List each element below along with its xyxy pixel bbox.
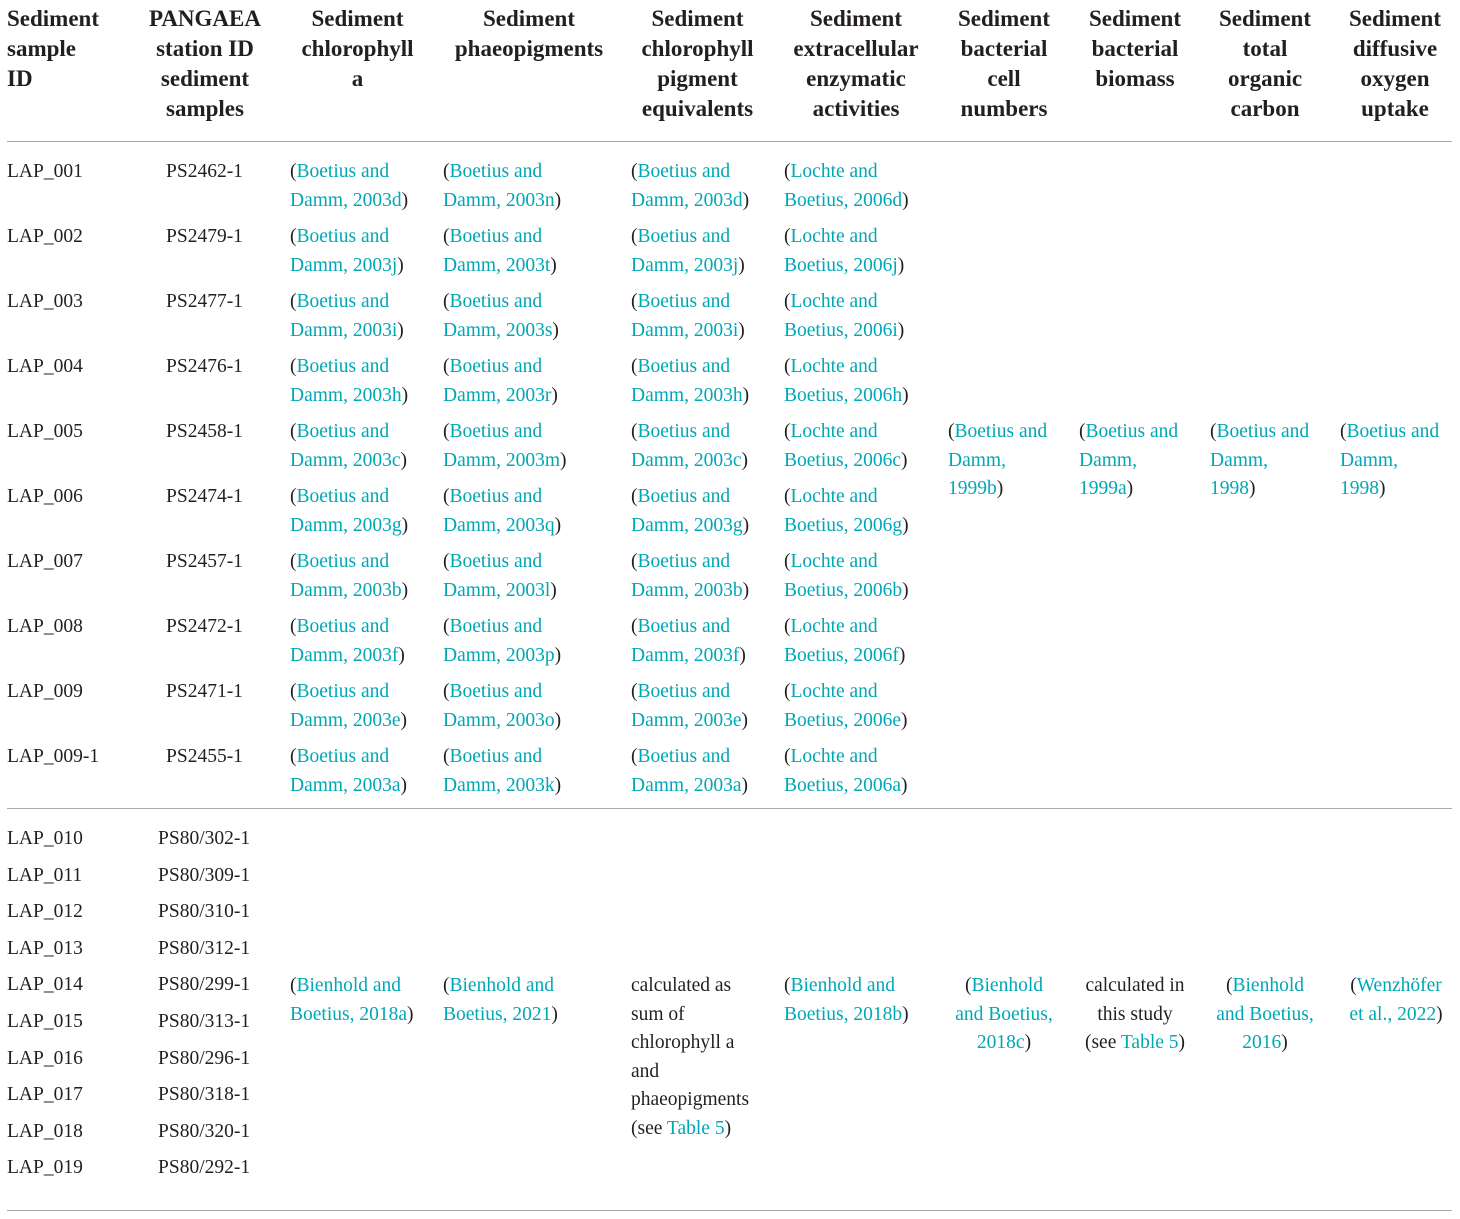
g2-cell-numbers: (Bienhold and Boetius, 2018c)	[955, 975, 1053, 1053]
sample-id: LAP_016	[7, 1047, 83, 1069]
citation-cell: (Boetius and Damm, 2003q)	[443, 486, 562, 536]
citation-link[interactable]: Damm, 2003r	[443, 384, 552, 406]
citation-cell: (Lochte and Boetius, 2006i)	[784, 291, 905, 341]
citation-link[interactable]: Boetius and	[296, 681, 390, 702]
sample-id: LAP_014	[7, 974, 83, 996]
citation-link[interactable]: 2018c	[976, 1032, 1025, 1053]
header-cell-numbers: Sediment bacterial cell numbers	[958, 6, 1050, 121]
station-id: PS2455-1	[166, 746, 243, 767]
citation-cell: (Boetius and Damm, 2003s)	[443, 291, 559, 341]
citation-cell: (Boetius and Damm, 2003j)	[631, 226, 745, 276]
citation-cell: (Lochte and Boetius, 2006a)	[784, 746, 908, 796]
station-id: PS80/296-1	[158, 1047, 251, 1069]
citation-link[interactable]: Damm, 2003h	[631, 384, 743, 406]
g1-cell-numbers: (Boetius and Damm, 1999b)	[948, 421, 1048, 499]
station-id: PS80/310-1	[158, 901, 251, 923]
citation-cell: (Boetius and Damm, 2003c)	[631, 421, 748, 471]
citation-link[interactable]: Boetius and	[449, 291, 543, 312]
sample-id: LAP_006	[7, 486, 83, 507]
citation-link[interactable]: Damm, 2003k	[443, 774, 555, 796]
citation-link[interactable]: 1999b	[948, 478, 997, 499]
citation-link[interactable]: Boetius, 2006i	[784, 319, 898, 341]
station-id: PS80/292-1	[158, 1157, 251, 1179]
citation-link[interactable]: Boetius and	[954, 421, 1048, 442]
citation-cell: (Boetius and Damm, 2003g)	[290, 486, 409, 536]
g2-cpe: calculated as sum of chlorophyll a and phaeopigments (see Table 5)	[631, 975, 750, 1139]
citation-link[interactable]: Boetius and	[296, 356, 390, 377]
station-id: PS2477-1	[166, 291, 243, 312]
citation-link[interactable]: Boetius, 2006h	[784, 384, 903, 406]
station-id: PS2472-1	[166, 616, 243, 637]
sample-id: LAP_004	[7, 356, 83, 377]
citation-link[interactable]: Boetius and	[296, 551, 390, 572]
citation-link[interactable]: Boetius and	[296, 486, 390, 507]
citation-link[interactable]: Lochte and	[790, 746, 878, 767]
citation-cell: (Boetius and Damm, 2003f)	[631, 616, 746, 666]
sample-id: LAP_018	[7, 1120, 83, 1142]
sample-id: LAP_001	[7, 161, 83, 182]
citation-link[interactable]: Lochte and	[790, 421, 878, 442]
station-id: PS80/320-1	[158, 1120, 251, 1142]
citation-cell: (Boetius and Damm, 2003o)	[443, 681, 562, 731]
table-link[interactable]: Table 5	[666, 1117, 725, 1139]
citation-cell: (Lochte and Boetius, 2006c)	[784, 421, 908, 471]
citation-cell: (Boetius and Damm, 2003d)	[631, 161, 750, 211]
citation-link[interactable]: Boetius, 2006f	[784, 644, 899, 666]
citation-cell: (Lochte and Boetius, 2006e)	[784, 681, 908, 731]
citation-cell: (Boetius and Damm, 2003h)	[290, 356, 409, 406]
bottom-rule	[7, 1210, 1452, 1211]
citation-cell: (Boetius and Damm, 2003g)	[631, 486, 750, 536]
citation-cell: (Lochte and Boetius, 2006b)	[784, 551, 909, 601]
sample-id: LAP_008	[7, 616, 83, 637]
citation-link[interactable]: Boetius and	[637, 291, 731, 312]
citation-link[interactable]: Lochte and	[790, 551, 878, 572]
sample-id: LAP_002	[7, 226, 83, 247]
citation-link[interactable]: Lochte and	[790, 356, 878, 377]
station-id: PS2462-1	[166, 161, 243, 182]
citation-link[interactable]: Boetius, 2006d	[784, 189, 903, 211]
citation-link[interactable]: Damm, 2003n	[443, 189, 555, 211]
citation-cell: (Boetius and Damm, 2003i)	[631, 291, 745, 341]
header-sample-id: Sediment sample ID	[7, 6, 99, 91]
station-id: PS80/302-1	[158, 828, 251, 849]
station-id: PS80/313-1	[158, 1011, 251, 1032]
station-id: PS80/312-1	[158, 937, 251, 959]
citation-link[interactable]: Bienhold	[971, 975, 1043, 996]
citation-cell: (Boetius and Damm, 2003m)	[443, 421, 567, 471]
citation-link[interactable]: Boetius and	[449, 356, 543, 377]
citation-link[interactable]: Damm, 2003f	[631, 644, 740, 666]
station-id: PS2476-1	[166, 356, 243, 377]
header-eea: Sediment extracellular enzymatic activities	[793, 6, 919, 121]
citation-link[interactable]: 1998	[1340, 478, 1379, 499]
citation-link[interactable]: Boetius and	[296, 746, 390, 767]
sample-id: LAP_011	[7, 864, 83, 886]
station-id: PS2474-1	[166, 486, 243, 507]
citation-link[interactable]: Damm, 2003c	[631, 449, 742, 471]
g1-dou: (Boetius and Damm, 1998)	[1340, 421, 1440, 499]
citation-link[interactable]: Damm,	[948, 449, 1006, 471]
sample-id: LAP_012	[7, 901, 83, 923]
citation-link[interactable]: 2016	[1242, 1032, 1282, 1053]
citation-link[interactable]: Damm,	[1340, 449, 1398, 471]
header-chlorophyll-a: Sediment chlorophyll a	[301, 6, 414, 91]
citation-link[interactable]: Damm, 2003a	[631, 774, 742, 796]
sample-id: LAP_005	[7, 421, 83, 442]
citation-link[interactable]: Boetius and	[449, 551, 543, 572]
g1-toc: (Boetius and Damm, 1998)	[1210, 421, 1310, 499]
g2-toc: (Bienhold and Boetius, 2016)	[1216, 975, 1314, 1053]
citation-cell: (Boetius and Damm, 2003h)	[631, 356, 750, 406]
citation-link[interactable]: Boetius, 2006a	[784, 774, 901, 796]
citation-link[interactable]: Boetius and	[296, 226, 390, 247]
citation-link[interactable]: Boetius and	[449, 226, 543, 247]
citation-link[interactable]: Boetius and	[637, 421, 731, 442]
header-dou: Sediment diffusive oxygen uptake	[1349, 6, 1441, 121]
citation-link[interactable]: Boetius and	[449, 616, 543, 637]
table-link[interactable]: Table 5	[1120, 1032, 1179, 1053]
citation-link[interactable]: Boetius and	[449, 746, 543, 767]
citation-link[interactable]: and Boetius,	[1216, 1003, 1314, 1025]
citation-cell: (Boetius and Damm, 2003n)	[443, 161, 562, 211]
station-id: PS2457-1	[166, 551, 243, 572]
citation-cell: (Boetius and Damm, 2003b)	[290, 551, 409, 601]
header-toc: Sediment total organic carbon	[1219, 6, 1311, 121]
header-rule	[7, 141, 1452, 142]
citation-link[interactable]: Damm, 2003i	[631, 319, 739, 341]
citation-link[interactable]: Damm, 2003h	[290, 384, 402, 406]
citation-link[interactable]: Damm, 2003l	[443, 579, 551, 601]
citation-link[interactable]: Damm, 2003i	[290, 319, 398, 341]
citation-link[interactable]: Boetius and	[1346, 421, 1440, 442]
citation-link[interactable]: Damm, 2003e	[290, 709, 401, 731]
citation-link[interactable]: Lochte and	[790, 616, 878, 637]
station-id: PS2479-1	[166, 226, 243, 247]
citation-link[interactable]: Boetius and	[637, 226, 731, 247]
citation-link[interactable]: Boetius and	[637, 486, 731, 507]
citation-link[interactable]: Boetius and	[296, 421, 390, 442]
sample-id: LAP_003	[7, 291, 83, 312]
citation-link[interactable]: Damm, 2003b	[290, 579, 402, 601]
g2-biomass: calculated in this study (see Table 5)	[1084, 975, 1186, 1053]
citation-link[interactable]: Damm, 2003t	[443, 254, 551, 276]
citation-cell: (Boetius and Damm, 2003e)	[290, 681, 407, 731]
citation-cell: (Boetius and Damm, 2003t)	[443, 226, 557, 276]
sample-id: LAP_009	[7, 681, 83, 702]
station-id: PS80/299-1	[158, 974, 251, 996]
sample-id: LAP_007	[7, 551, 83, 572]
citation-link[interactable]: Wenzhöfer	[1356, 975, 1442, 996]
citation-cell: (Boetius and Damm, 2003c)	[290, 421, 407, 471]
citation-cell: (Boetius and Damm, 2003e)	[631, 681, 748, 731]
citation-cell: (Lochte and Boetius, 2006f)	[784, 616, 906, 666]
citation-cell: (Boetius and Damm, 2003k)	[443, 746, 562, 796]
citation-link[interactable]: Damm, 2003s	[443, 319, 553, 341]
citation-link[interactable]: Boetius and	[637, 356, 731, 377]
citation-cell: (Lochte and Boetius, 2006d)	[784, 161, 909, 211]
g2-dou: (Wenzhöfer et al., 2022)	[1349, 975, 1443, 1025]
citation-link[interactable]: Damm, 2003o	[443, 709, 555, 731]
citation-link[interactable]: Damm, 2003g	[290, 514, 402, 536]
header-station-id: PANGAEA station ID sediment samples	[148, 6, 261, 121]
citation-link[interactable]: Boetius, 2018b	[784, 1003, 903, 1025]
citation-cell: (Boetius and Damm, 2003a)	[290, 746, 407, 796]
citation-link[interactable]: Damm, 2003d	[290, 189, 402, 211]
citation-cell: (Boetius and Damm, 2003a)	[631, 746, 748, 796]
citation-cell: (Boetius and Damm, 2003b)	[631, 551, 750, 601]
header-phaeopigments: Sediment phaeopigments	[454, 6, 604, 61]
citation-link[interactable]: Damm, 2003b	[631, 579, 743, 601]
sample-id: LAP_017	[7, 1084, 83, 1106]
citation-link[interactable]: Boetius and	[637, 746, 731, 767]
citation-link[interactable]: Bienhold	[1232, 975, 1304, 996]
citation-cell: (Boetius and Damm, 2003f)	[290, 616, 405, 666]
citation-link[interactable]: Lochte and	[790, 291, 878, 312]
citation-link[interactable]: Damm, 2003f	[290, 644, 399, 666]
group-rule	[7, 808, 1452, 809]
citation-cell: (Boetius and Damm, 2003d)	[290, 161, 409, 211]
citation-link[interactable]: Boetius and	[296, 161, 390, 182]
citation-link[interactable]: Boetius and	[637, 681, 731, 702]
header-cpe: Sediment chlorophyll pigment equivalents	[641, 6, 754, 121]
citation-link[interactable]: Boetius, 2006g	[784, 514, 903, 536]
citation-link[interactable]: Boetius and	[449, 681, 543, 702]
citation-link[interactable]: Boetius, 2018a	[290, 1003, 407, 1025]
citation-link[interactable]: Damm,	[1079, 449, 1137, 471]
citation-cell: (Lochte and Boetius, 2006j)	[784, 226, 905, 276]
citation-link[interactable]: Bienhold and	[790, 975, 896, 996]
citation-cell: (Lochte and Boetius, 2006g)	[784, 486, 909, 536]
station-id: PS80/318-1	[158, 1084, 251, 1106]
citation-link[interactable]: Damm, 2003a	[290, 774, 401, 796]
citation-link[interactable]: Damm, 2003g	[631, 514, 743, 536]
citation-link[interactable]: Lochte and	[790, 226, 878, 247]
citation-link[interactable]: Damm, 2003e	[631, 709, 742, 731]
citation-link[interactable]: Damm, 2003j	[290, 254, 398, 276]
g2-phaeopigments: (Bienhold and Boetius, 2021)	[443, 975, 558, 1025]
citation-cell: (Lochte and Boetius, 2006h)	[784, 356, 909, 406]
citation-cell: (Boetius and Damm, 2003l)	[443, 551, 557, 601]
sample-id: LAP_013	[7, 937, 83, 959]
citation-link[interactable]: Boetius and	[637, 551, 731, 572]
g2-chlorophyll-a: (Bienhold and Boetius, 2018a)	[290, 975, 414, 1025]
citation-link[interactable]: Boetius and	[637, 161, 731, 182]
citation-link[interactable]: Boetius, 2006j	[784, 254, 898, 276]
citation-link[interactable]: Damm, 2003p	[443, 644, 555, 666]
citation-link[interactable]: Lochte and	[790, 681, 878, 702]
station-id: PS2458-1	[166, 421, 243, 442]
header-biomass: Sediment bacterial biomass	[1089, 6, 1181, 91]
citation-link[interactable]: Damm, 2003q	[443, 514, 555, 536]
sample-id: LAP_009-1	[7, 746, 100, 767]
citation-link[interactable]: Boetius, 2021	[443, 1003, 552, 1025]
citation-link[interactable]: Bienhold and	[449, 975, 555, 996]
citation-link[interactable]: 1999a	[1079, 478, 1127, 499]
citation-link[interactable]: Boetius, 2006b	[784, 579, 903, 601]
citation-link[interactable]: Boetius, 2006c	[784, 449, 901, 471]
citation-cell: (Boetius and Damm, 2003j)	[290, 226, 404, 276]
citation-link[interactable]: Damm, 2003d	[631, 189, 743, 211]
citation-link[interactable]: Boetius and	[1085, 421, 1179, 442]
citation-link[interactable]: Damm, 2003c	[290, 449, 401, 471]
citation-cell: (Boetius and Damm, 2003i)	[290, 291, 404, 341]
citation-link[interactable]: Boetius and	[296, 291, 390, 312]
station-id: PS2471-1	[166, 681, 243, 702]
g2-eea: (Bienhold and Boetius, 2018b)	[784, 975, 909, 1025]
g1-biomass: (Boetius and Damm, 1999a)	[1079, 421, 1179, 499]
sample-id: LAP_015	[7, 1011, 83, 1032]
citation-link[interactable]: Lochte and	[790, 161, 878, 182]
citation-cell: (Boetius and Damm, 2003r)	[443, 356, 558, 406]
citation-link[interactable]: Boetius and	[449, 421, 543, 442]
citation-link[interactable]: 1998	[1210, 478, 1249, 499]
sample-id: LAP_019	[7, 1157, 83, 1179]
citation-link[interactable]: Bienhold and	[296, 975, 402, 996]
citation-link[interactable]: Boetius and	[449, 161, 543, 182]
citation-link[interactable]: et al., 2022	[1349, 1003, 1437, 1025]
citation-link[interactable]: Damm, 2003m	[443, 449, 560, 471]
citation-link[interactable]: Boetius and	[296, 616, 390, 637]
citation-link[interactable]: Boetius and	[449, 486, 543, 507]
citation-cell: (Boetius and Damm, 2003p)	[443, 616, 562, 666]
citation-link[interactable]: Lochte and	[790, 486, 878, 507]
sample-id: LAP_010	[7, 828, 83, 849]
citation-link[interactable]: Damm, 2003j	[631, 254, 739, 276]
citation-link[interactable]: and Boetius,	[955, 1003, 1053, 1025]
citation-link[interactable]: Damm,	[1210, 449, 1268, 471]
citation-link[interactable]: Boetius and	[637, 616, 731, 637]
citation-link[interactable]: Boetius, 2006e	[784, 709, 901, 731]
citation-link[interactable]: Boetius and	[1216, 421, 1310, 442]
station-id: PS80/309-1	[158, 864, 251, 886]
